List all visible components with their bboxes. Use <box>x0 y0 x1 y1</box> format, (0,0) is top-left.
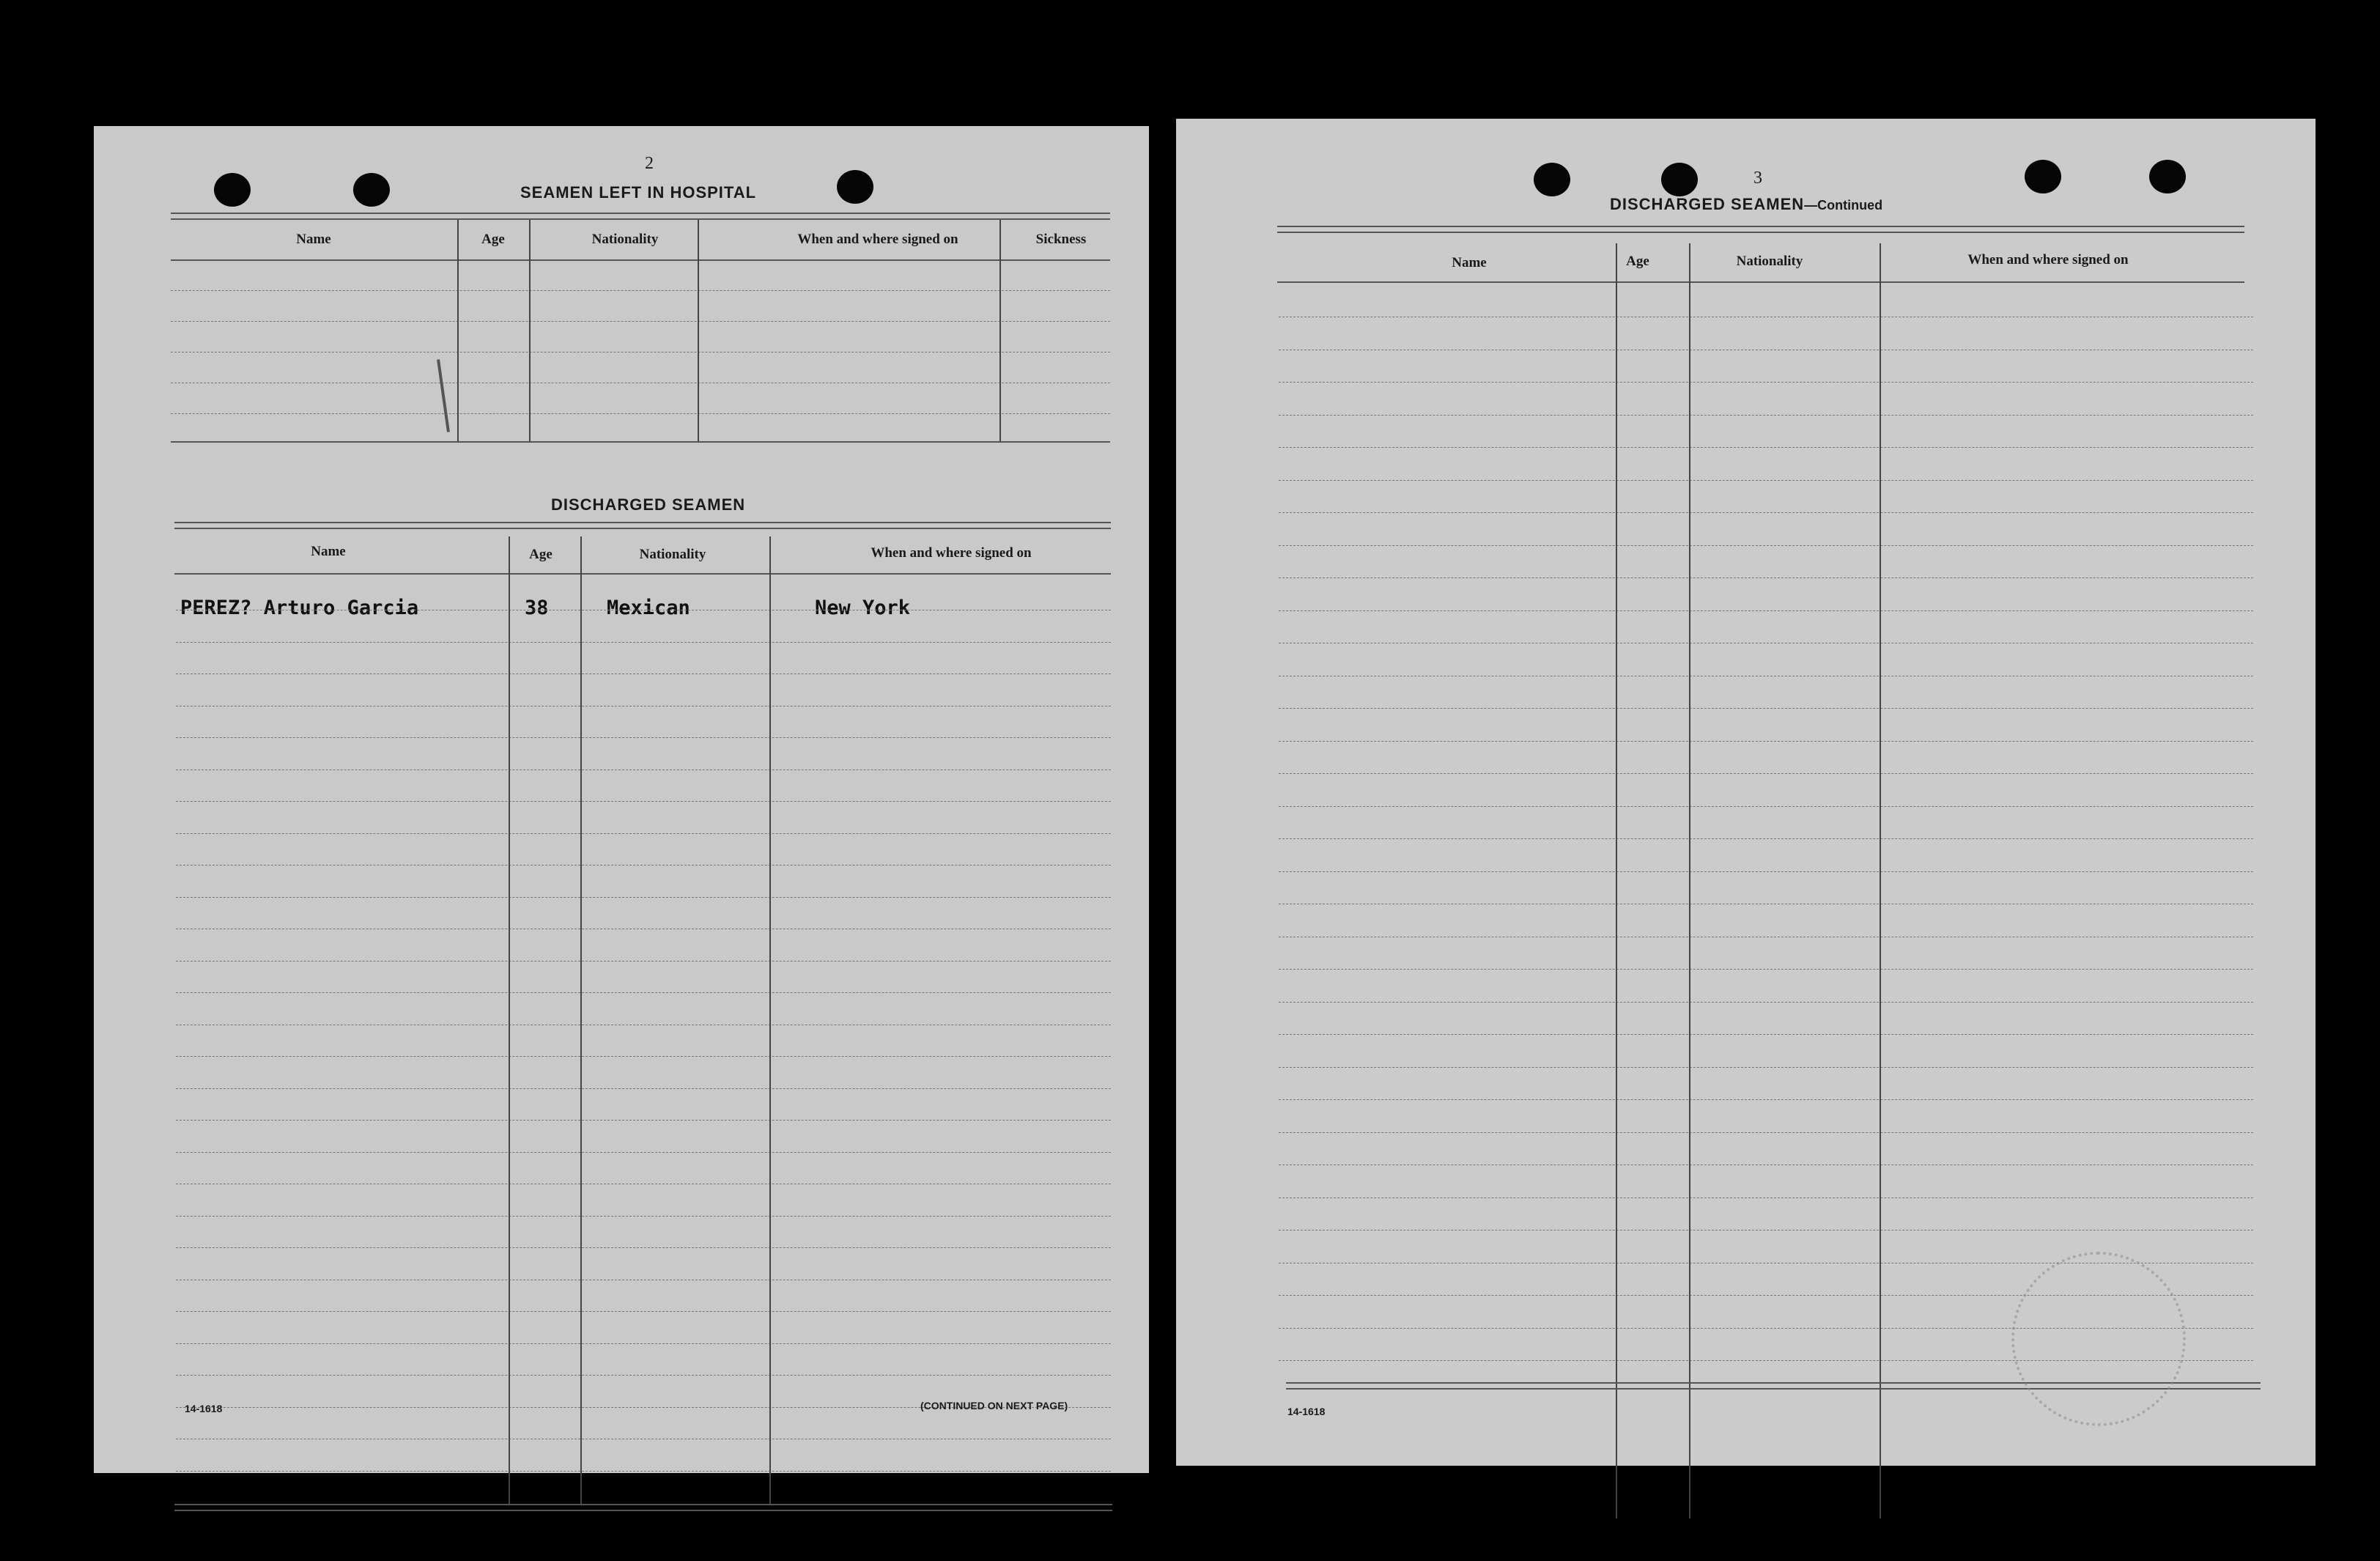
table-rule <box>171 441 1110 443</box>
faded-stamp <box>2011 1252 2186 1426</box>
row-rule <box>1279 382 2253 383</box>
table-rule <box>1277 281 2244 283</box>
page-number: 3 <box>1753 169 1762 188</box>
discharged-col-nationality: Nationality <box>639 547 706 562</box>
row-rule <box>176 1375 1111 1376</box>
row-rule <box>1279 415 2253 416</box>
row-rule <box>1279 773 2253 774</box>
seaman-name: PEREZ? Arturo Garcia <box>180 597 419 619</box>
column-divider <box>698 220 699 441</box>
row-rule <box>176 737 1111 738</box>
discharged-col-age: Age <box>529 547 552 562</box>
column-divider <box>509 536 510 1504</box>
row-rule <box>176 865 1111 866</box>
row-rule <box>176 801 1111 802</box>
hospital-col-name: Name <box>296 232 331 247</box>
row-rule <box>176 642 1111 643</box>
left-page <box>94 126 1149 1473</box>
seaman-nationality: Mexican <box>607 597 690 619</box>
section-title-text: DISCHARGED SEAMEN <box>1610 195 1805 213</box>
punch-hole <box>837 170 873 204</box>
table-rule <box>171 259 1110 261</box>
form-number: 14-1618 <box>185 1403 223 1414</box>
row-rule <box>1279 545 2253 546</box>
right-page <box>1176 119 2316 1466</box>
discharged-col-name: Name <box>311 544 346 559</box>
punch-hole <box>1534 163 1570 196</box>
row-rule <box>1279 1132 2253 1133</box>
seaman-signed-on: New York <box>815 597 911 619</box>
hospital-col-age: Age <box>481 232 505 247</box>
row-rule <box>1279 577 2253 578</box>
row-rule <box>1279 838 2253 839</box>
column-divider <box>769 536 771 1504</box>
row-rule <box>1279 871 2253 872</box>
row-rule <box>176 1088 1111 1089</box>
continued-note: (CONTINUED ON NEXT PAGE) <box>920 1400 1068 1411</box>
row-rule <box>171 290 1110 291</box>
hospital-col-signed-on: When and where signed on <box>797 232 958 247</box>
row-rule <box>176 1247 1111 1248</box>
row-rule <box>176 1216 1111 1217</box>
row-rule <box>1279 741 2253 742</box>
punch-hole <box>353 173 390 207</box>
table-rule <box>171 213 1110 214</box>
row-rule <box>176 1056 1111 1057</box>
table-rule <box>174 1510 1112 1511</box>
column-divider <box>580 536 582 1504</box>
row-rule <box>176 897 1111 898</box>
section-title-suffix: —Continued <box>1804 198 1883 213</box>
table-rule <box>1277 226 2244 227</box>
row-rule <box>1279 1197 2253 1198</box>
discharged-section-title: DISCHARGED SEAMEN <box>551 495 746 514</box>
punch-hole <box>2025 160 2061 193</box>
continued-section-title <box>1610 195 1882 214</box>
table-rule <box>171 218 1110 220</box>
right-col-name: Name <box>1452 255 1487 270</box>
row-rule <box>171 413 1110 414</box>
page-number: 2 <box>645 154 654 173</box>
row-rule <box>176 961 1111 962</box>
column-divider <box>529 220 531 441</box>
row-rule <box>176 1152 1111 1153</box>
row-rule <box>1279 1099 2253 1100</box>
right-col-signed-on: When and where signed on <box>1967 252 2129 267</box>
column-divider <box>457 220 459 441</box>
column-divider <box>1880 243 1881 1518</box>
row-rule <box>176 1343 1111 1344</box>
discharged-col-signed-on: When and where signed on <box>871 545 1032 561</box>
punch-hole <box>2149 160 2186 193</box>
table-rule <box>174 522 1111 523</box>
row-rule <box>1279 806 2253 807</box>
right-col-age: Age <box>1626 254 1649 269</box>
pencil-mark <box>437 359 450 432</box>
seaman-age: 38 <box>525 597 549 619</box>
hospital-col-sickness: Sickness <box>1035 232 1087 247</box>
row-rule <box>171 321 1110 322</box>
column-divider <box>1616 243 1617 1518</box>
row-rule <box>1279 610 2253 611</box>
row-rule <box>1279 969 2253 970</box>
table-rule <box>174 573 1111 575</box>
column-divider <box>1689 243 1690 1518</box>
hospital-col-nationality: Nationality <box>591 232 659 247</box>
right-col-nationality: Nationality <box>1736 254 1803 269</box>
table-rule <box>1277 232 2244 233</box>
row-rule <box>1279 1034 2253 1035</box>
row-rule <box>176 1311 1111 1312</box>
row-rule <box>176 992 1111 993</box>
row-rule <box>1279 512 2253 513</box>
punch-hole <box>1661 163 1698 196</box>
punch-hole <box>214 173 251 207</box>
row-rule <box>1279 447 2253 448</box>
row-rule <box>176 1120 1111 1121</box>
row-rule <box>1279 480 2253 481</box>
row-rule <box>1279 708 2253 709</box>
row-rule <box>176 833 1111 834</box>
row-rule <box>176 1471 1111 1472</box>
table-rule <box>174 528 1111 529</box>
table-rule <box>174 1504 1112 1505</box>
row-rule <box>171 352 1110 353</box>
form-number: 14-1618 <box>1287 1406 1326 1417</box>
column-divider <box>999 220 1001 441</box>
row-rule <box>1279 1067 2253 1068</box>
hospital-section-title: SEAMEN LEFT IN HOSPITAL <box>520 183 757 202</box>
row-rule <box>1279 1002 2253 1003</box>
